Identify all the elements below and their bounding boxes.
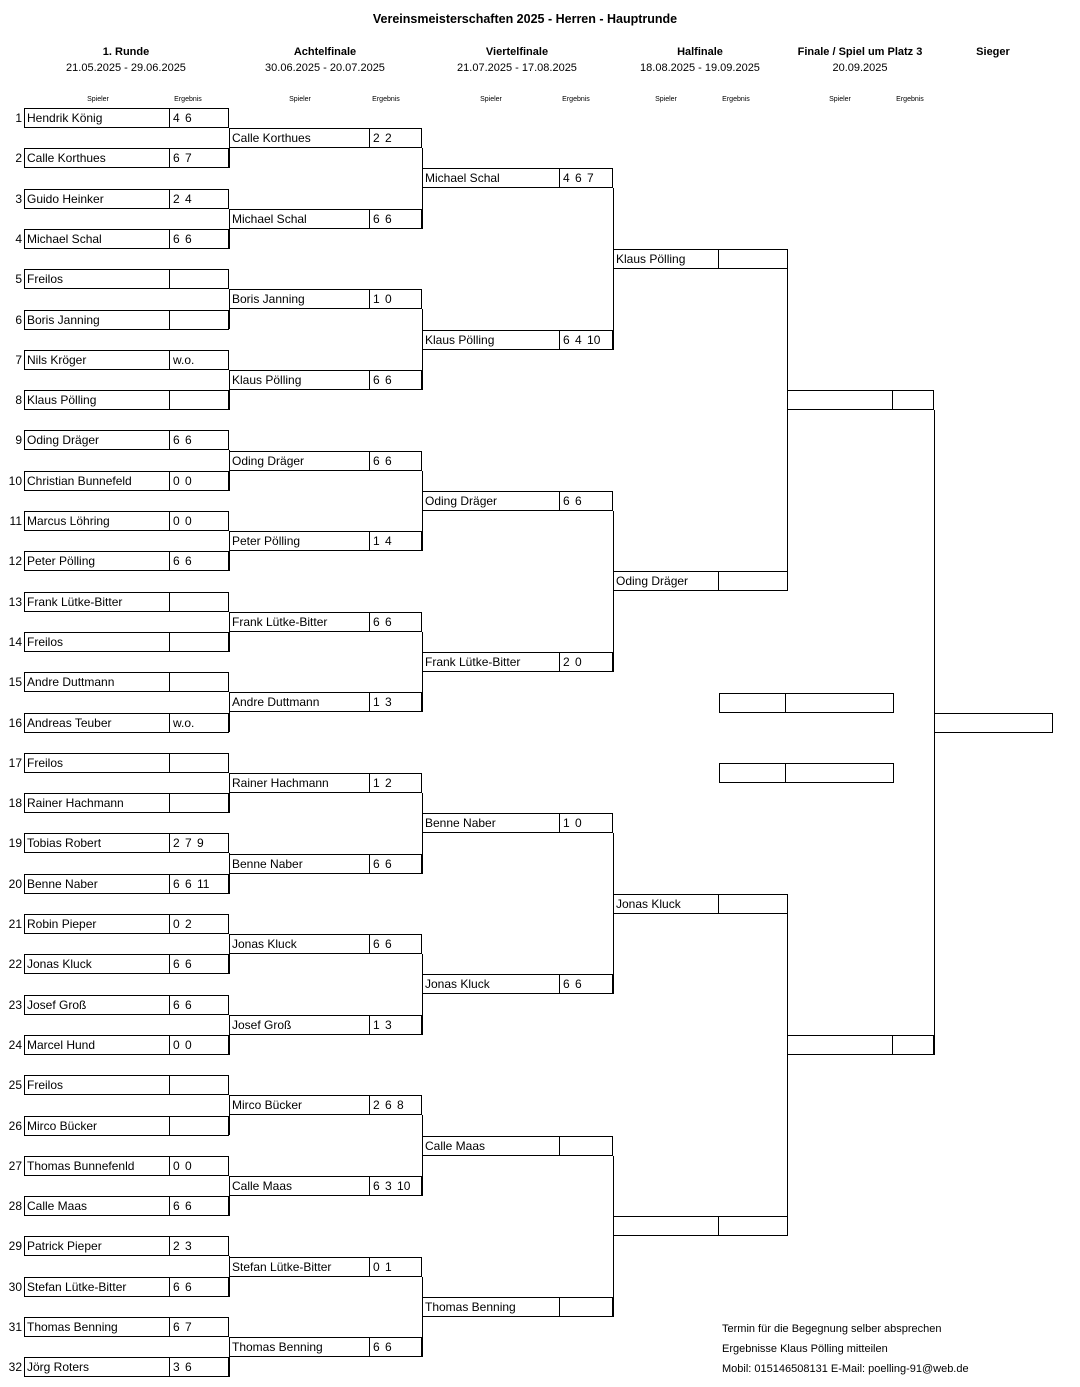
player-name: Benne Naber [425,816,496,831]
match-result [718,1217,787,1235]
player-name: Tobias Robert [27,836,102,851]
player-name: Andreas Teuber [27,715,112,730]
match-result: 0 0 [169,512,228,530]
bracket-line [613,833,614,994]
match-result: 6 6 [169,996,228,1014]
bracket-line [422,954,423,1035]
semifinal-entry [613,571,788,591]
note-schedule: Termin für die Begegnung selber absprechen [722,1323,942,1335]
match-result [169,311,228,329]
quarterfinal-entry [422,330,613,350]
player-name [788,1036,892,1054]
bracket-line [229,853,230,893]
player-name: Klaus Pölling [425,332,495,347]
round-header-6 [945,44,1041,60]
round1-entry [24,189,229,209]
match-result: 4 6 7 [559,169,612,187]
third-place-entry [719,693,894,713]
player-name: Stefan Lütke-Bitter [232,1259,332,1274]
bracket-line [229,289,230,329]
player-name [720,694,785,712]
player-name: Mirco Bücker [27,1118,98,1133]
player-name: Marcel Hund [27,1037,96,1052]
match-result: 6 7 [169,149,228,167]
semifinal-entry [613,894,788,914]
round-name: 1. Runde [102,46,150,58]
round1-entry [24,1075,229,1095]
round1-entry [24,1196,229,1216]
round16-entry [229,128,422,148]
semifinal-entry [613,1216,788,1236]
round1-entry [24,108,229,128]
round1-entry [24,471,229,491]
bracket-line [229,773,230,813]
col-header-result: Ergebnis [722,96,750,103]
round-dates: 18.08.2025 - 19.09.2025 [640,62,760,74]
player-name: Boris Janning [27,312,100,327]
round1-entry [24,914,229,934]
match-result: 1 0 [369,290,421,308]
player-name: Thomas Benning [232,1340,323,1355]
player-name: Benne Naber [232,856,303,871]
player-name: Guido Heinker [27,191,104,206]
round16-entry [229,1015,422,1035]
player-name: Calle Maas [27,1199,88,1214]
seed-number: 31 [8,1320,22,1334]
round-dates: 20.09.2025 [832,62,888,74]
match-result: 6 6 [169,1197,228,1215]
player-name: Jörg Roters [27,1360,90,1375]
seed-number: 20 [8,876,22,891]
player-name: Rainer Hachmann [232,775,329,790]
round1-entry [24,511,229,531]
round1-entry [24,1035,229,1055]
player-name: Oding Dräger [232,453,305,468]
player-name: Mirco Bücker [232,1098,303,1113]
player-name: Thomas Benning [425,1299,516,1314]
round1-entry [24,1317,229,1337]
seed-number: 1 [15,111,22,125]
player-name: Klaus Pölling [27,393,97,408]
round16-entry [229,370,422,390]
match-result: 2 6 8 [369,1096,421,1114]
round-dates: 21.05.2025 - 29.06.2025 [66,62,186,74]
semifinal-entry [613,249,788,269]
page-title: Vereinsmeisterschaften 2025 - Herren - Hauptrunde [372,12,678,26]
player-name: Josef Groß [27,997,87,1012]
round16-entry [229,1176,422,1196]
round1-entry [24,753,229,773]
player-name: Peter Pölling [232,534,301,549]
seed-number: 23 [8,997,22,1012]
seed-number: 11 [9,514,22,528]
final-entry [787,1035,934,1055]
match-result: 6 6 [369,935,421,953]
player-name: Thomas Bunnefenld [27,1158,135,1173]
round16-entry [229,289,422,309]
match-result: 1 0 [559,814,612,832]
round1-entry [24,1277,229,1297]
round-header-1 [22,44,230,76]
round16-entry [229,531,422,551]
match-result: 6 6 [369,1338,421,1356]
seed-number: 12 [8,554,22,569]
player-name: Frank Lütke-Bitter [425,655,521,670]
round1-entry [24,874,229,894]
col-header-result: Ergebnis [174,96,202,103]
match-result: 0 2 [169,915,228,933]
match-result [559,1137,612,1155]
match-result: 6 6 [369,452,421,470]
match-result [169,270,228,288]
match-result [559,1298,612,1316]
player-name: Frank Lütke-Bitter [232,614,328,629]
bracket-line [422,471,423,552]
note-results: Ergebnisse Klaus Pölling mitteilen [722,1343,888,1355]
quarterfinal-entry [422,652,613,672]
match-result: 6 6 [369,855,421,873]
match-result: 3 6 [169,1358,228,1376]
match-result: 2 7 9 [169,834,228,852]
match-result: 6 6 11 [169,875,228,893]
winner-box [934,713,1053,733]
player-name [720,764,785,782]
quarterfinal-entry [422,168,613,188]
round1-entry [24,390,229,410]
player-name: Calle Maas [425,1138,486,1153]
player-name: Andre Duttmann [232,695,320,710]
round16-entry [229,1337,422,1357]
match-result: 1 2 [369,774,421,792]
player-name: Stefan Lütke-Bitter [27,1279,127,1294]
match-result: 2 3 [169,1237,228,1255]
player-name: Oding Dräger [616,574,689,589]
player-name: Peter Pölling [27,554,96,569]
bracket-line [229,934,230,974]
seed-number: 29 [8,1239,22,1254]
match-result [169,593,228,611]
player-name: Michael Schal [27,231,102,246]
bracket-line [229,370,230,410]
player-name: Nils Kröger [27,352,87,367]
player-name [788,391,892,409]
seed-number: 13 [8,594,22,609]
player-name: Boris Janning [232,292,305,307]
bracket-line [787,269,788,591]
round-header-3 [421,44,613,76]
round16-entry [229,1257,422,1277]
match-result [169,391,228,409]
round-name: Viertelfinale [485,46,549,58]
player-name: Thomas Benning [27,1320,118,1334]
player-name: Michael Schal [425,171,500,186]
match-result: 6 4 10 [559,331,612,349]
player-name: Freilos [27,1078,64,1093]
col-header-player: Spieler [829,96,851,103]
final-entry [787,390,934,410]
round1-entry [24,995,229,1015]
seed-number: 4 [15,231,22,246]
player-name: Josef Groß [232,1017,292,1032]
round1-entry [24,551,229,571]
round1-entry [24,713,229,733]
col-header-player: Spieler [480,96,502,103]
player-name: Oding Dräger [27,433,100,448]
bracket-line [229,1256,230,1296]
round1-entry [24,672,229,692]
bracket-line [229,1176,230,1216]
player-name: Hendrik König [27,111,103,125]
match-result: 6 6 [169,552,228,570]
bracket-line [229,450,230,490]
player-name: Michael Schal [232,211,307,226]
bracket-line [229,531,230,571]
match-result [169,1117,228,1135]
round-header-4 [612,44,788,76]
quarterfinal-entry [422,1297,613,1317]
seed-number: 30 [8,1279,22,1294]
round1-entry [24,632,229,652]
note-contact: Mobil: 015146508131 E-Mail: poelling-91@web.de [722,1363,969,1375]
seed-number: 17 [8,755,22,770]
col-header-result: Ergebnis [562,96,590,103]
match-result [785,764,893,782]
seed-number: 9 [15,433,22,448]
bracket-line [229,692,230,732]
round-dates: 21.07.2025 - 17.08.2025 [457,62,577,74]
round16-entry [229,612,422,632]
player-name: Marcus Löhring [27,514,110,528]
player-name: Jonas Kluck [27,957,92,972]
round1-entry [24,350,229,370]
match-result: 4 6 [169,109,228,127]
bracket-line [787,914,788,1236]
round1-entry [24,833,229,853]
player-name: Andre Duttmann [27,675,115,690]
player-name: Klaus Pölling [616,252,686,267]
quarterfinal-entry [422,491,613,511]
round16-entry [229,209,422,229]
seed-number: 5 [15,272,22,287]
seed-number: 24 [8,1037,22,1052]
player-name: Frank Lütke-Bitter [27,594,123,609]
round-name: Finale / Spiel um Platz 3 [797,46,923,58]
match-result [169,633,228,651]
seed-number: 8 [15,393,22,408]
round1-entry [24,269,229,289]
match-result: 2 0 [559,653,612,671]
player-name: Benne Naber [27,876,98,891]
match-result: 1 3 [369,693,421,711]
match-result: 6 6 [369,613,421,631]
player-name: Klaus Pölling [232,372,302,387]
seed-number: 21 [8,917,22,931]
col-header-player: Spieler [289,96,311,103]
player-name: Robin Pieper [27,917,97,931]
match-result: 6 6 [169,955,228,973]
seed-number: 7 [15,352,22,367]
match-result: 6 3 10 [369,1177,421,1195]
match-result: 6 6 [369,371,421,389]
match-result: 6 7 [169,1318,228,1336]
seed-number: 3 [15,191,22,206]
seed-number: 15 [8,675,22,690]
col-header-result: Ergebnis [896,96,924,103]
bracket-line [229,1095,230,1135]
round1-entry [24,954,229,974]
quarterfinal-entry [422,1136,613,1156]
player-name: Calle Korthues [232,131,311,146]
round1-entry [24,229,229,249]
player-name: Jonas Kluck [232,937,297,952]
bracket-line [229,209,230,249]
round-name: Achtelfinale [293,46,357,58]
round1-entry [24,1357,229,1377]
bracket-line [229,612,230,652]
round1-entry [24,1236,229,1256]
bracket-line [613,511,614,672]
round16-entry [229,934,422,954]
seed-number: 28 [8,1199,22,1214]
match-result: 2 4 [169,190,228,208]
player-name: Oding Dräger [425,493,498,508]
match-result: 6 6 [559,492,612,510]
quarterfinal-entry [422,813,613,833]
round1-entry [24,1156,229,1176]
col-header-player: Spieler [655,96,677,103]
bracket-line [229,1337,230,1377]
player-name: Calle Korthues [27,151,106,166]
match-result [169,673,228,691]
match-result: w.o. [169,351,228,369]
player-name [614,1217,718,1235]
bracket-line [229,1015,230,1055]
player-name: Freilos [27,755,64,770]
match-result [169,794,228,812]
round16-entry [229,451,422,471]
round1-entry [24,430,229,450]
match-result [892,1036,933,1054]
match-result [718,572,787,590]
round1-entry [24,1116,229,1136]
match-result: 2 2 [369,129,421,147]
seed-number: 18 [8,796,22,811]
match-result [892,391,933,409]
match-result: 0 0 [169,472,228,490]
round-header-5 [780,44,940,76]
match-result: 0 0 [169,1157,228,1175]
seed-number: 6 [15,312,22,327]
match-result: 6 6 [169,431,228,449]
player-name: Christian Bunnefeld [27,473,132,488]
player-name: Freilos [27,634,64,649]
match-result: 0 1 [369,1258,421,1276]
player-name: Jonas Kluck [616,896,681,911]
seed-number: 25 [8,1078,22,1093]
match-result: 1 4 [369,532,421,550]
match-result: 1 3 [369,1016,421,1034]
player-name: Calle Maas [232,1178,293,1193]
seed-number: 22 [8,957,22,972]
match-result: 6 6 [369,210,421,228]
seed-number: 27 [8,1158,22,1173]
seed-number: 19 [8,836,22,851]
bracket-line [934,410,935,1055]
bracket-line [422,793,423,874]
bracket-line [229,128,230,168]
seed-number: 32 [8,1360,22,1375]
round16-entry [229,773,422,793]
match-result [169,1076,228,1094]
match-result [718,250,787,268]
seed-number: 2 [15,151,22,166]
match-result: 6 6 [169,1278,228,1296]
bracket-line [422,1115,423,1196]
bracket-line [613,1156,614,1317]
third-place-entry [719,763,894,783]
match-result: 6 6 [559,975,612,993]
seed-number: 14 [8,634,22,649]
round16-entry [229,692,422,712]
seed-number: 26 [8,1118,22,1133]
round-name: Halfinale [677,46,723,58]
round1-entry [24,592,229,612]
player-name: Rainer Hachmann [27,796,124,811]
bracket-line [422,148,423,229]
seed-number: 10 [8,473,22,488]
match-result: 6 6 [169,230,228,248]
col-header-result: Ergebnis [372,96,400,103]
round1-entry [24,310,229,330]
bracket-line [422,632,423,713]
round16-entry [229,1095,422,1115]
player-name: Jonas Kluck [425,977,490,992]
winner-name [935,714,1050,732]
bracket-line [422,1277,423,1358]
round-dates: 30.06.2025 - 20.07.2025 [265,62,385,74]
player-name: Patrick Pieper [27,1239,102,1254]
bracket-line [422,309,423,390]
match-result: w.o. [169,714,228,732]
match-result [785,694,893,712]
bracket-line [613,188,614,349]
player-name: Freilos [27,272,64,287]
quarterfinal-entry [422,974,613,994]
round1-entry [24,793,229,813]
seed-number: 16 [8,715,22,730]
match-result [718,895,787,913]
round-header-2 [228,44,422,76]
match-result [169,754,228,772]
round1-entry [24,148,229,168]
round-name: Sieger [976,46,1010,58]
col-header-player: Spieler [87,96,109,103]
round16-entry [229,854,422,874]
match-result: 0 0 [169,1036,228,1054]
